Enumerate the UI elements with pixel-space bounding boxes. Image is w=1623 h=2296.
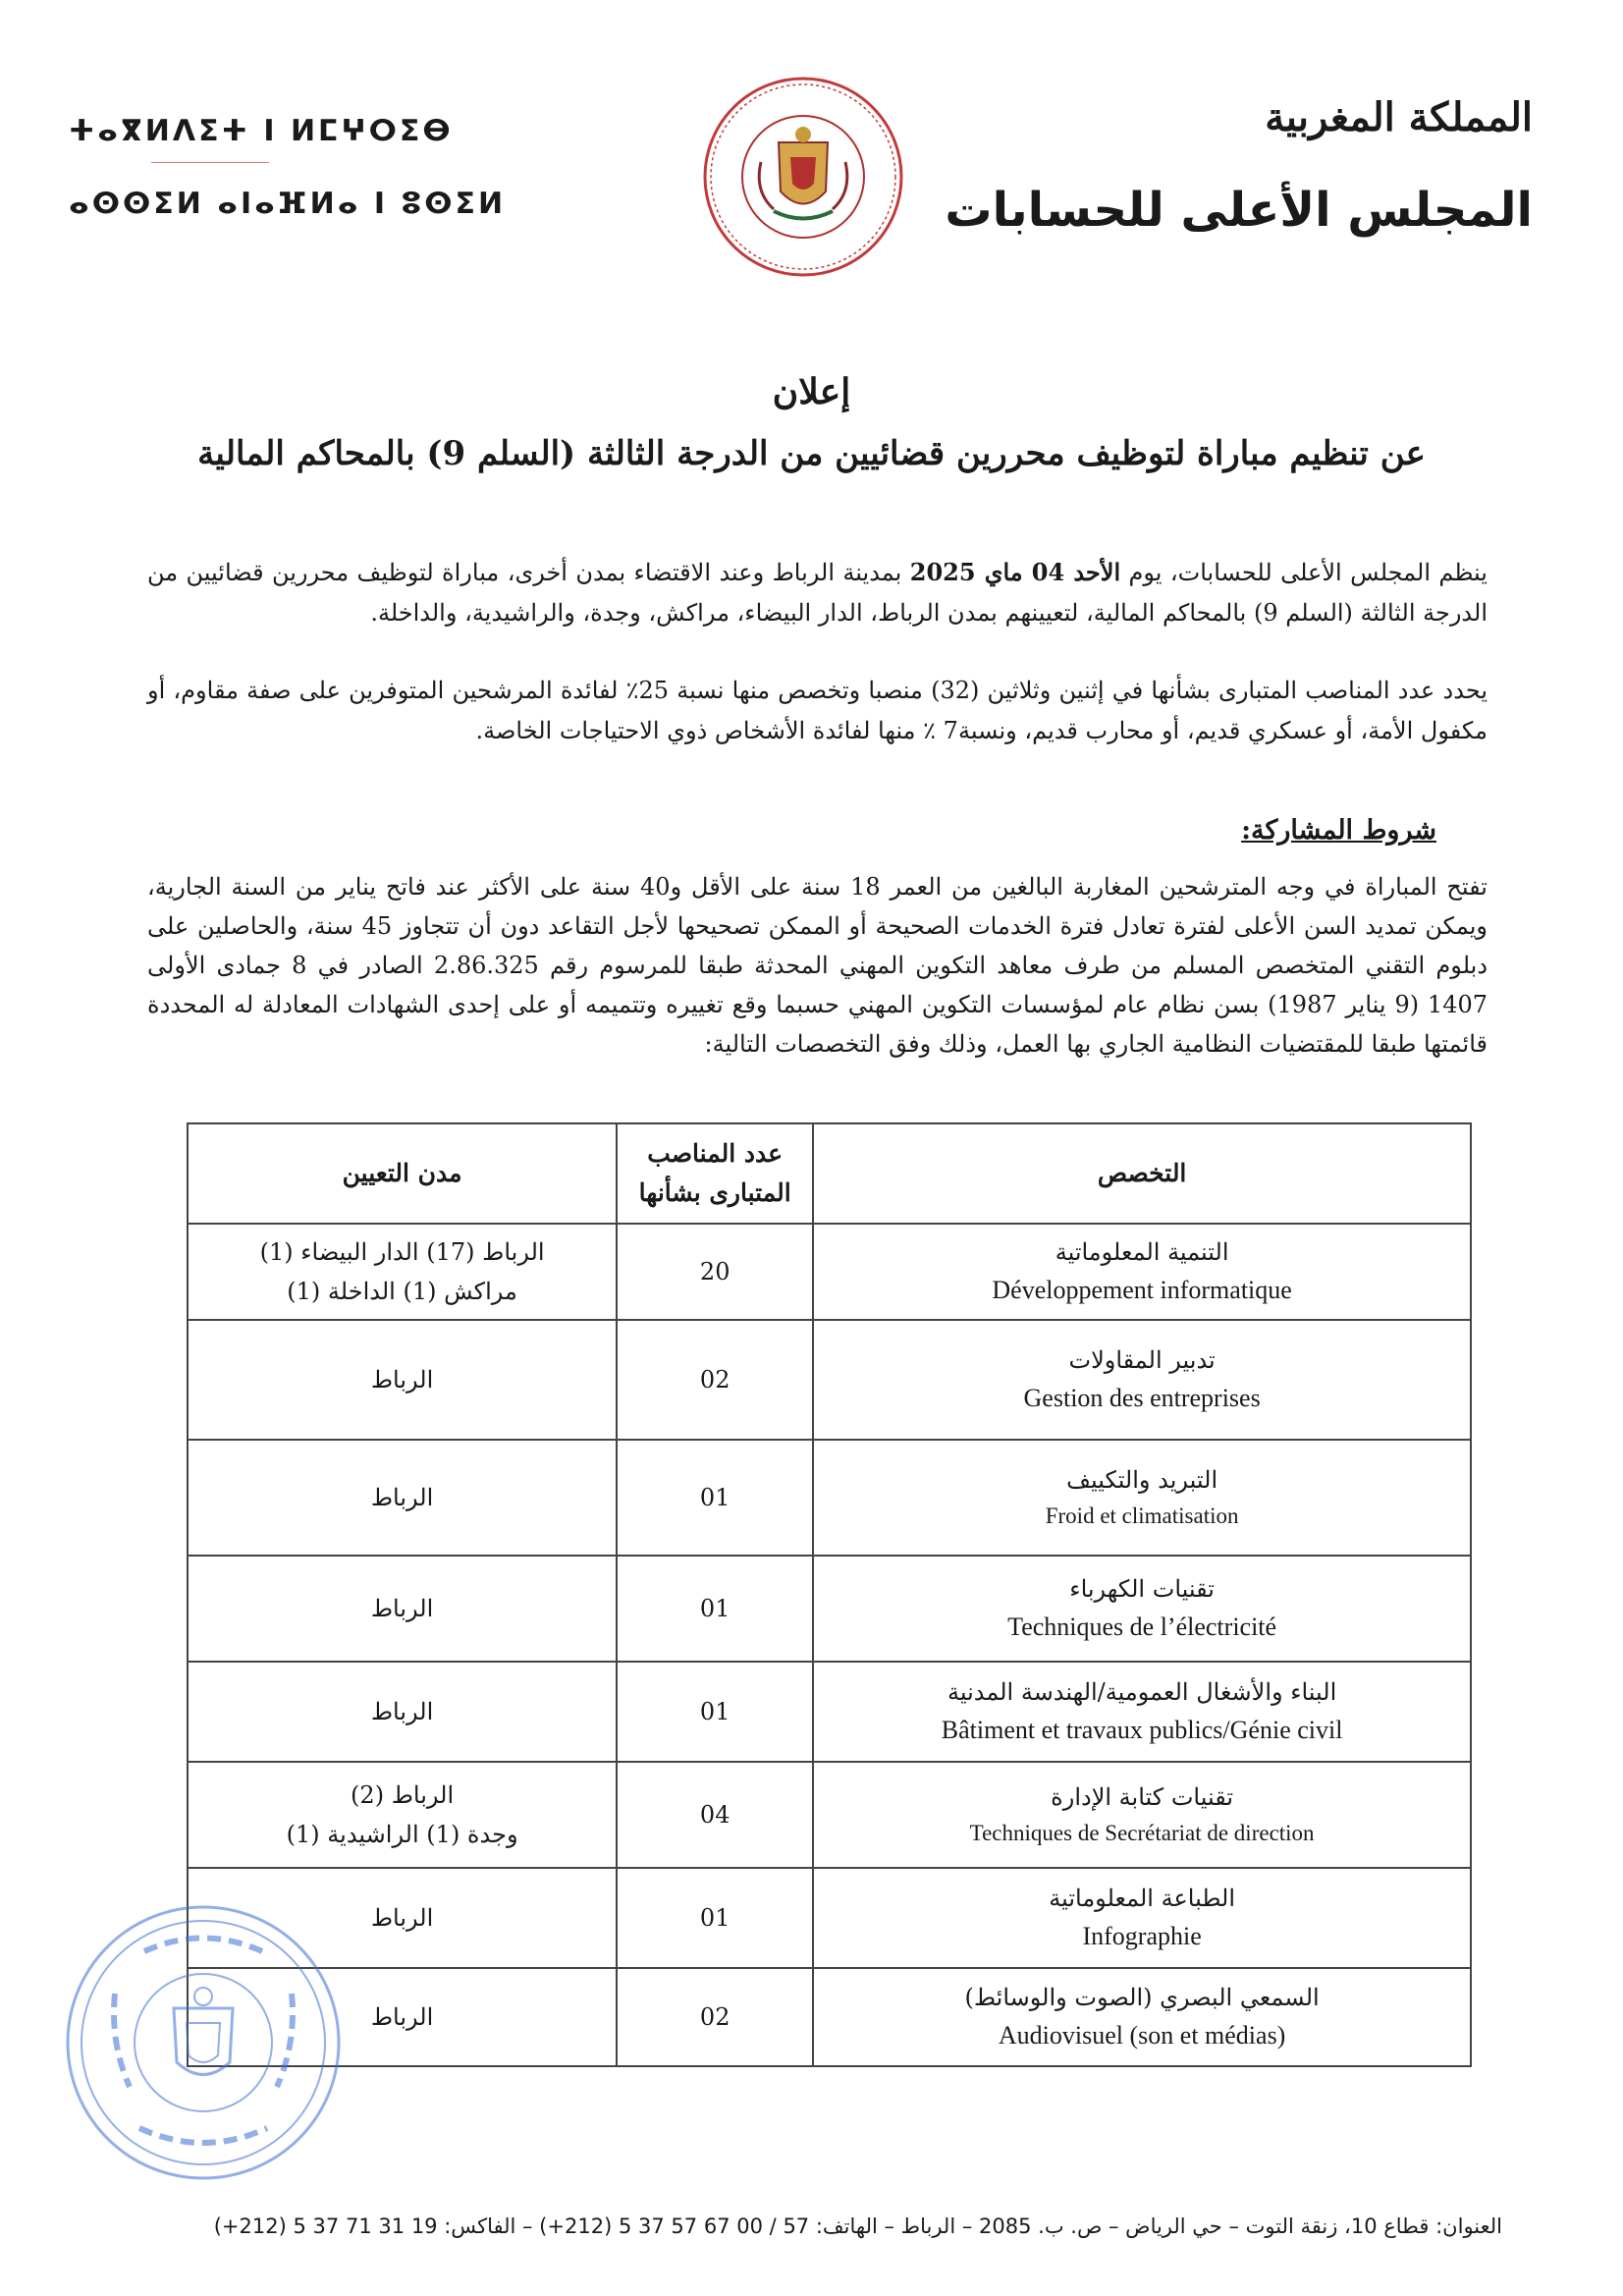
cities-line1: الرباط xyxy=(370,1595,434,1622)
header-cities: مدن التعيين xyxy=(188,1123,617,1224)
cities-cell xyxy=(188,1320,617,1440)
conditions-heading: شروط المشاركة: xyxy=(1241,815,1436,846)
specialty-french: Gestion des entreprises xyxy=(1023,1384,1261,1412)
cities-cell xyxy=(188,1662,617,1762)
header-count-line2: المتبارى بشأنها xyxy=(638,1178,791,1207)
specialty-arabic: التنمية المعلوماتية xyxy=(1055,1238,1229,1266)
positions-paragraph: يحدد عدد المناصب المتبارى بشأنها في إثنين وثلاثين (32) منصبا وتخصص منها نسبة 25٪ لفائدة المرشحين المتوفرين على صفة مقاوم، أو مكفول الأمة، أو عسكري قديم، أو محارب قديم، ونسبة7 ٪ منها لفائدة الأشخاص ذوي الاحتياجات الخاصة. xyxy=(147,677,1488,744)
conditions-paragraph: تفتح المباراة في وجه المترشحين المغاربة البالغين من العمر 18 سنة على الأقل و40 سنة على الأكثر عند فاتح يناير من السنة الجارية، ويمكن تمديد السن الأعلى لفترة تعادل فترة الخدمات الصحيحة أو الممكن تصحيحها لأجل التقاعد دون أن تتجاوز 45 سنة، والحاصلين على دبلوم التقني المتخصص المسلم من طرف معاهد التكوين المهني المحدثة طبقا للمرسوم رقم 2.86.325 الصادر في 8 جمادى الأولى 1407 (9 يناير 1987) بسن نظام عام لمؤسسات التكوين المهني حسبما وقع تغييره وتتميمه أو على إحدى الشهادات المعادلة له المحددة قائمتها طبقا للمقتضيات النظامية الجاري بها العمل، وذلك وفق التخصصات التالية: xyxy=(147,873,1488,1058)
table-row xyxy=(188,1968,1471,2066)
footer-address: العنوان: قطاع 10، زنقة التوت – حي الرياض – ص. ب. 2085 – الرباط – الهاتف: 57 / 00 67 57 37 5 (212+) – الفاكس: 19 31 71 37 5 (212+) xyxy=(213,2214,1502,2238)
cities-line2: مراكش (1) الداخلة (1) xyxy=(287,1278,517,1305)
header-count-line1: عدد المناصب xyxy=(647,1139,784,1168)
specialty-cell xyxy=(813,1224,1471,1320)
cities-line1: الرباط xyxy=(370,1698,434,1725)
specialty-french: Froid et climatisation xyxy=(1045,1503,1239,1528)
specialty-cell xyxy=(813,1556,1471,1662)
specialty-french: Techniques de l’électricité xyxy=(1007,1613,1277,1641)
count-cell: 01 xyxy=(617,1440,813,1556)
announcement-heading: إعلان xyxy=(772,371,851,412)
header-tifinagh xyxy=(69,114,506,221)
cities-cell xyxy=(188,1556,617,1662)
specialty-cell xyxy=(813,1968,1471,2066)
table-row xyxy=(188,1224,1471,1320)
cities-line1: الرباط xyxy=(370,2003,434,2031)
specialty-arabic: الطباعة المعلوماتية xyxy=(1049,1885,1235,1912)
announcement-title: عن تنظيم مباراة لتوظيف محررين قضائيين من الدرجة الثالثة (السلم 9) بالمحاكم المالية xyxy=(197,434,1426,473)
header-divider xyxy=(151,162,269,163)
header-positions-count xyxy=(617,1123,813,1224)
specialty-arabic: التبريد والتكييف xyxy=(1066,1466,1218,1494)
count-cell: 01 xyxy=(617,1662,813,1762)
specialty-arabic: البناء والأشغال العمومية/الهندسة المدنية xyxy=(947,1678,1337,1706)
court-seal-emblem xyxy=(700,74,906,280)
cities-cell xyxy=(188,1440,617,1556)
specialty-french: Techniques de Secrétariat de direction xyxy=(969,1821,1315,1845)
count-cell: 20 xyxy=(617,1224,813,1320)
specialty-cell xyxy=(813,1762,1471,1868)
count-cell: 01 xyxy=(617,1556,813,1662)
table-row xyxy=(188,1440,1471,1556)
header-arabic xyxy=(945,94,1533,238)
cities-line1: الرباط xyxy=(370,1904,434,1932)
specialty-cell xyxy=(813,1868,1471,1968)
table-row xyxy=(188,1868,1471,1968)
cities-line1: الرباط xyxy=(370,1484,434,1511)
specialty-french: Infographie xyxy=(1082,1922,1202,1950)
cities-cell xyxy=(188,1762,617,1868)
table-row xyxy=(188,1556,1471,1662)
specialty-arabic: تقنيات كتابة الإدارة xyxy=(1051,1783,1234,1811)
table-row xyxy=(188,1320,1471,1440)
court-name-tifinagh: ⴰⵙⵙⵉⵍ ⴰⵏⴰⴼⵍⴰ ⵏ ⵓⵙⵉⵍ xyxy=(69,187,507,221)
court-name-arabic: المجلس الأعلى للحسابات xyxy=(945,183,1533,238)
cities-line2: وجدة (1) الراشيدية (1) xyxy=(286,1821,518,1848)
specialty-cell xyxy=(813,1440,1471,1556)
cities-line1: الرباط (2) xyxy=(351,1781,455,1809)
specialty-cell xyxy=(813,1320,1471,1440)
table-row xyxy=(188,1662,1471,1762)
count-cell: 02 xyxy=(617,1968,813,2066)
count-cell: 01 xyxy=(617,1868,813,1968)
kingdom-name-tifinagh: ⵜⴰⴳⵍⴷⵉⵜ ⵏ ⵍⵎⵖⵔⵉⴱ xyxy=(69,114,454,148)
cities-line1: الرباط xyxy=(370,1366,434,1394)
specialties-table xyxy=(187,1122,1472,2067)
count-cell: 02 xyxy=(617,1320,813,1440)
specialty-french: Bâtiment et travaux publics/Génie civil xyxy=(941,1716,1343,1744)
intro-text-b: بمدينة الرباط وعند الاقتضاء بمدن أخرى، مباراة لتوظيف محررين قضائيين من الدرجة الثالثة (السلم 9) بالمحاكم المالية، لتعيينهم بمدن الرباط، الدار البيضاء، مراكش، وجدة، والراشيدية، والداخلة. xyxy=(147,559,1488,627)
cities-line1: الرباط (17) الدار البيضاء (1) xyxy=(259,1238,545,1266)
count-cell: 04 xyxy=(617,1762,813,1868)
kingdom-name-arabic: المملكة المغربية xyxy=(1265,94,1533,140)
intro-text-a: ينظم المجلس الأعلى للحسابات، يوم xyxy=(1120,559,1488,586)
header-specialty: التخصص xyxy=(813,1123,1471,1224)
specialty-french: Développement informatique xyxy=(992,1276,1292,1304)
specialty-arabic: تدبير المقاولات xyxy=(1068,1346,1216,1374)
specialty-cell xyxy=(813,1662,1471,1762)
table-header-row xyxy=(188,1123,1471,1224)
exam-date: الأحد 04 ماي 2025 xyxy=(909,558,1121,586)
specialty-arabic: تقنيات الكهرباء xyxy=(1069,1575,1215,1603)
cities-cell xyxy=(188,1224,617,1320)
specialty-french: Audiovisuel (son et médias) xyxy=(998,2021,1286,2050)
specialty-arabic: السمعي البصري (الصوت والوسائط) xyxy=(964,1984,1320,2011)
intro-paragraph xyxy=(147,552,1488,633)
official-stamp xyxy=(61,1900,346,2185)
table-row xyxy=(188,1762,1471,1868)
